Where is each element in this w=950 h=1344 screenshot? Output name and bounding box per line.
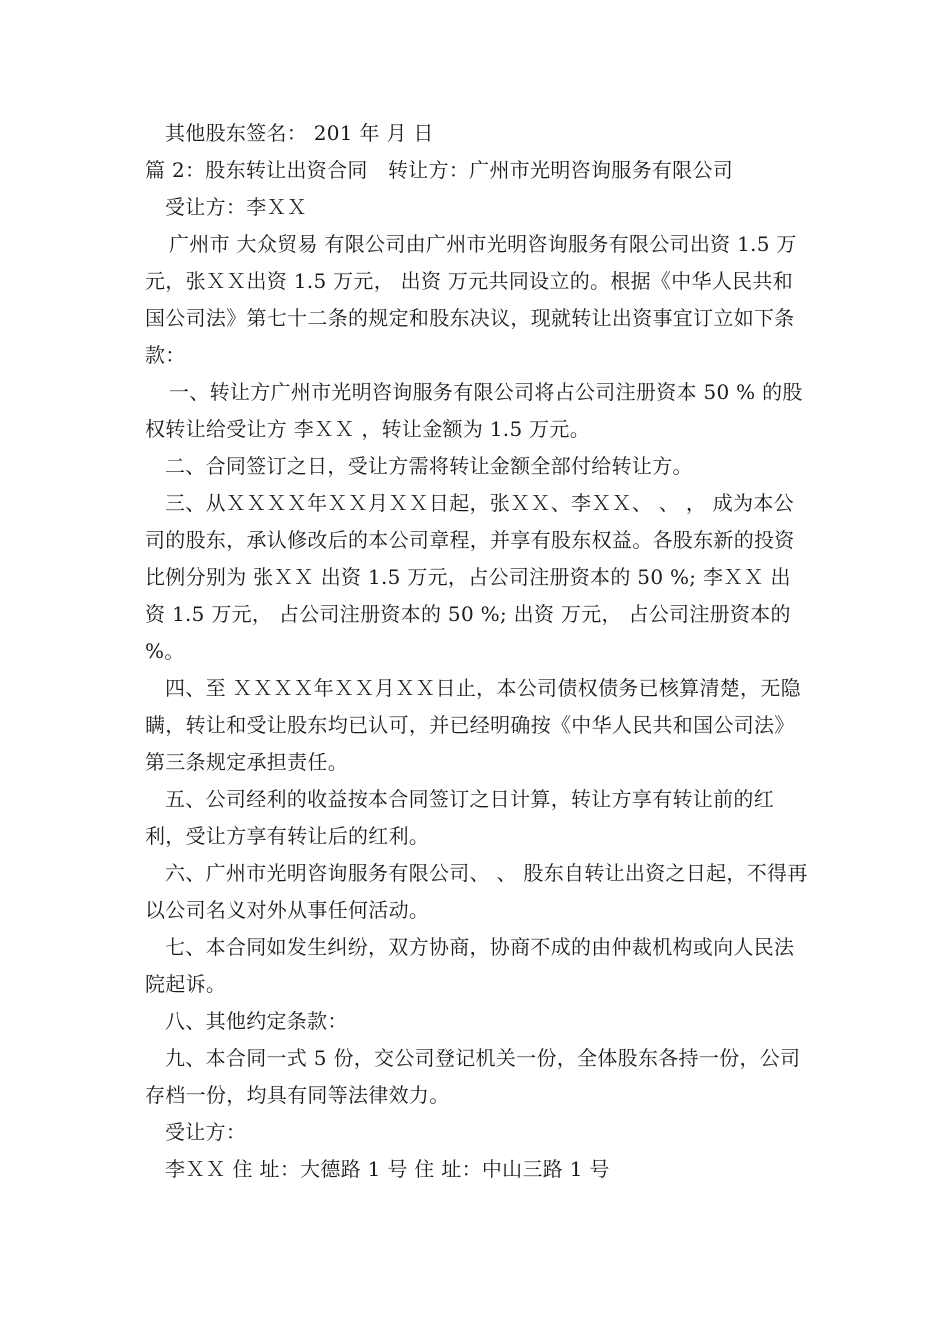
clause-3: 三、从ＸＸＸＸ年ＸＸ月ＸＸ日起，张ＸＸ、李ＸＸ、 、 ， 成为本公司的股东，承认修改后的本公司章程，并享有股东权益。各股东新的投资比例分别为 张ＸＸ 出资 1.5 万元，占公司注册资本的 50 %; 李ＸＸ 出资 1.5 万元， 占公司注册资本的 50 %; 出资 万元， 占公司注册资本的 %。 [145, 491, 795, 663]
clause-7: 七、本合同如发生纠纷，双方协商，协商不成的由仲裁机构或向人民法院起诉。 [145, 935, 795, 996]
clause-1: 一、转让方广州市光明咨询服务有限公司将占公司注册资本 50 % 的股权转让给受让方 李ＸＸ ，转让金额为 1.5 万元。 [145, 380, 803, 441]
clause-4: 四、至 ＸＸＸＸ年ＸＸ月ＸＸ日止，本公司债权债务已核算清楚，无隐瞒，转让和受让股东均已认可，并已经明确按《中华人民共和国公司法》第三条规定承担责任。 [145, 676, 801, 774]
preamble-paragraph: 广州市 大众贸易 有限公司由广州市光明咨询服务有限公司出资 1.5 万元，张ＸＸ出资 1.5 万元， 出资 万元共同设立的。根据《中华人民共和国公司法》第七十二条的规定和股东决议，现就转让出资事宜订立如下条款： [145, 232, 797, 367]
clause-9: 九、本合同一式 5 份，交公司登记机关一份，全体股东各持一份，公司存档一份，均具有同等法律效力。 [145, 1046, 801, 1107]
article-2-heading: 篇 2：股东转让出资合同 转让方：广州市光明咨询服务有限公司 [145, 158, 734, 182]
clause-8: 八、其他约定条款： [165, 1009, 348, 1033]
address-line: 李ＸＸ 住 址：大德路 1 号 住 址：中山三路 1 号 [165, 1157, 610, 1181]
transferee-line: 受让方：李ＸＸ [165, 195, 308, 219]
clause-5: 五、公司经利的收益按本合同签订之日计算，转让方享有转让前的红利，受让方享有转让后的红利。 [145, 787, 774, 848]
other-shareholders-signature-line: 其他股东签名： 201 年 月 日 [165, 121, 434, 145]
clause-6: 六、广州市光明咨询服务有限公司、 、 股东自转让出资之日起，不得再以公司名义对外从事任何活动。 [145, 861, 808, 922]
transferee-signature-label: 受让方： [165, 1120, 247, 1144]
clause-2: 二、合同签订之日，受让方需将转让金额全部付给转让方。 [165, 454, 693, 478]
document-body [145, 115, 810, 1188]
